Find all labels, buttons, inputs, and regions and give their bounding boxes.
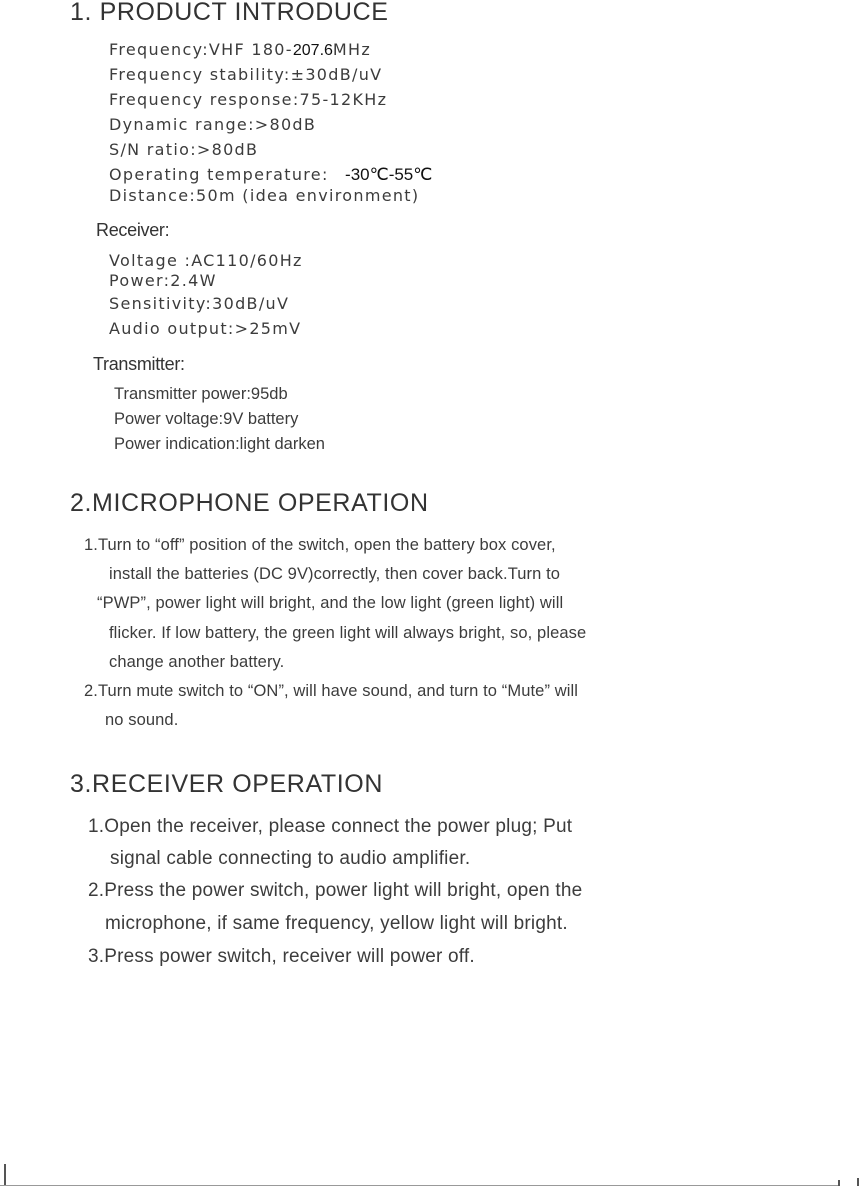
receiver-step-2-line-2: microphone, if same frequency, yellow light will bright. bbox=[105, 913, 568, 934]
mic-step-1-line-3: “PWP”, power light will bright, and the low light (green light) will bbox=[97, 594, 564, 612]
receiver-heading: Receiver: bbox=[96, 220, 170, 240]
transmitter-heading: Transmitter: bbox=[93, 354, 185, 374]
receiver-audio-output: Audio output:>25mV bbox=[109, 319, 302, 338]
section-title-microphone-operation: 2.MICROPHONE OPERATION bbox=[70, 489, 429, 517]
mic-step-1-line-1: 1.Turn to “off” position of the switch, open the battery box cover, bbox=[84, 536, 556, 554]
bottom-rule bbox=[0, 1185, 840, 1186]
section-title-product-introduce: 1. PRODUCT INTRODUCE bbox=[70, 0, 389, 26]
mic-step-2-line-1: 2.Turn mute switch to “ON”, will have sound, and turn to “Mute” will bbox=[84, 682, 579, 700]
spec-sn-ratio: S/N ratio:>80dB bbox=[109, 140, 259, 159]
spec-frequency bbox=[109, 38, 371, 63]
section-title-receiver-operation: 3.RECEIVER OPERATION bbox=[70, 770, 383, 798]
spec-frequency-prefix: Frequency:VHF 180- bbox=[109, 40, 293, 59]
mic-step-1-line-4: flicker. If low battery, the green light will always bright, so, please bbox=[109, 624, 587, 642]
transmitter-power-indication: Power indication:light darken bbox=[114, 435, 325, 453]
spec-frequency-response: Frequency response:75-12KHz bbox=[109, 90, 388, 109]
corner-edge-mark bbox=[857, 1178, 859, 1186]
receiver-sensitivity: Sensitivity:30dB/uV bbox=[109, 294, 290, 313]
left-edge-mark bbox=[4, 1164, 6, 1186]
mic-step-1-line-5: change another battery. bbox=[109, 653, 285, 671]
spec-distance: Distance:50m (idea environment) bbox=[109, 186, 420, 205]
receiver-voltage: Voltage :AC110/60Hz bbox=[109, 251, 303, 270]
spec-operating-temperature-value: -30℃-55℃ bbox=[345, 165, 433, 184]
transmitter-power-voltage: Power voltage:9V battery bbox=[114, 410, 299, 428]
spec-dynamic-range: Dynamic range:>80dB bbox=[109, 115, 317, 134]
spec-frequency-stability: Frequency stability:±30dB/uV bbox=[109, 65, 383, 84]
right-edge-mark bbox=[838, 1180, 840, 1186]
receiver-step-2-line-1: 2.Press the power switch, power light will bright, open the bbox=[88, 880, 583, 901]
receiver-step-1-line-1: 1.Open the receiver, please connect the power plug; Put bbox=[88, 816, 573, 837]
receiver-step-3: 3.Press power switch, receiver will power off. bbox=[88, 946, 475, 967]
receiver-step-1-line-2: signal cable connecting to audio amplifier. bbox=[110, 848, 471, 869]
spec-frequency-value: 207.6 bbox=[292, 42, 333, 59]
spec-operating-temperature-label: Operating temperature: bbox=[109, 165, 329, 184]
mic-step-2-line-2: no sound. bbox=[105, 711, 179, 729]
receiver-power: Power:2.4W bbox=[109, 271, 217, 290]
mic-step-1-line-2: install the batteries (DC 9V)correctly, then cover back.Turn to bbox=[109, 565, 561, 583]
transmitter-power: Transmitter power:95db bbox=[114, 385, 288, 403]
spec-frequency-unit: MHz bbox=[332, 40, 372, 59]
